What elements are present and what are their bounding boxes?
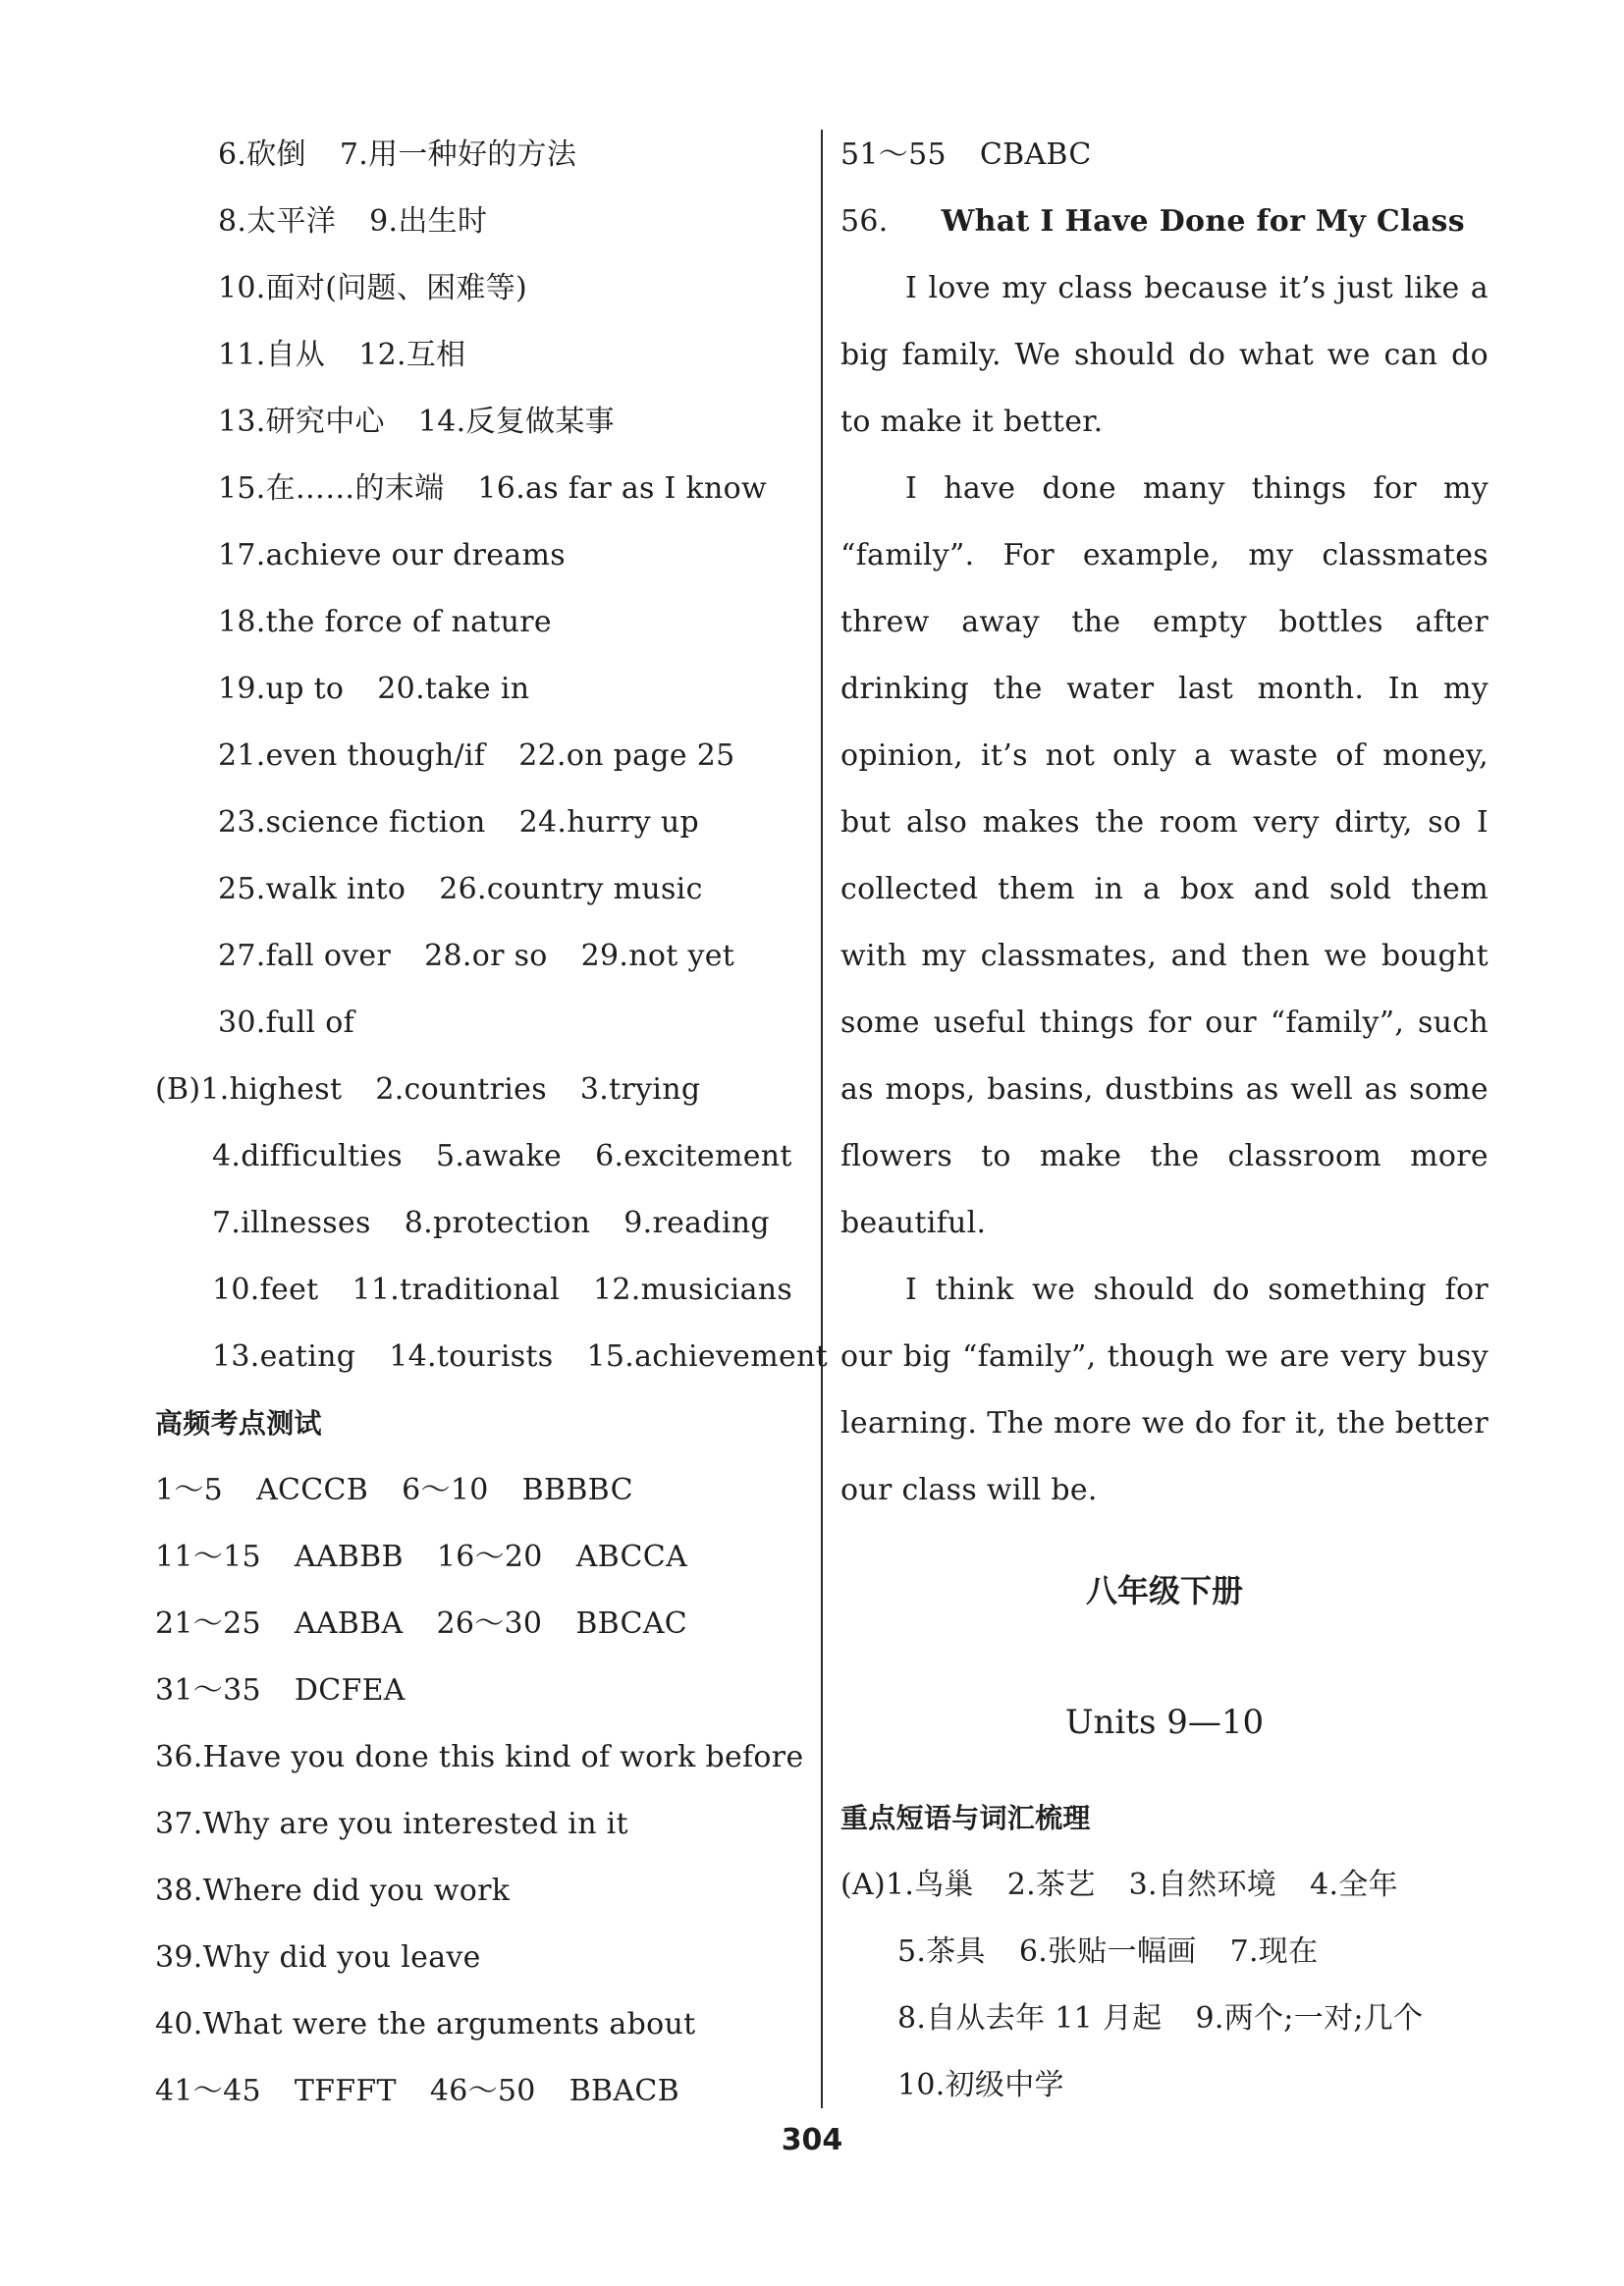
b-answer-line: 7.illnesses 8.protection 9.reading (212, 1206, 770, 1240)
answer-line: 10.面对(问题、困难等) (218, 271, 528, 305)
b-answer-line: 10.feet 11.traditional 12.musicians (212, 1273, 793, 1307)
essay-number: 56. (840, 204, 889, 239)
essay-heading (840, 189, 1489, 255)
essay-paragraph: I have done many things for my “family”. For example, my classmates threw away the empty bottles after drinking the water last month. In my opinion, it’s not only a waste of money, but also makes the room very dirty, so I collected them in a box and sold them with my classmates, and then we bought some useful things for our “family”, such as mops, basins, dustbins as well as some flowers to make the classroom more beautiful. (840, 471, 1489, 1240)
mc-answer-line: 21～25 AABBA 26～30 BBCAC (155, 1606, 688, 1641)
answer-line: 27.fall over 28.or so 29.not yet (218, 939, 735, 973)
answer-line: 6.砍倒 7.用一种好的方法 (218, 137, 577, 172)
units-title: Units 9—10 (1064, 1703, 1265, 1742)
b-answer-line: (B)1.highest 2.countries 3.trying (155, 1072, 701, 1107)
a-answer-line: 5.茶具 6.张贴一幅画 7.现在 (897, 1934, 1319, 1969)
b-answer-line: 4.difficulties 5.awake 6.excitement (212, 1139, 792, 1173)
essay-paragraph: I think we should do something for our big “family”, though we are very busy learning. The more we do for it, the better our class will be. (840, 1273, 1489, 1507)
answer-line: 17.achieve our dreams (218, 538, 566, 572)
section-heading-vocab: 重点短语与词汇梳理 (840, 1802, 1091, 1834)
page-number: 304 (781, 2123, 843, 2157)
mc-answer-line: 51～55 CBABC (840, 137, 1092, 172)
section-heading-test: 高频考点测试 (155, 1407, 322, 1440)
b-answer-line: 13.eating 14.tourists 15.achievement (212, 1339, 829, 1374)
answer-line: 23.science fiction 24.hurry up (218, 805, 699, 840)
mc-answer-line: 11～15 AABBB 16～20 ABCCA (155, 1540, 688, 1574)
answer-line: 13.研究中心 14.反复做某事 (218, 405, 615, 439)
column-divider (821, 130, 823, 2108)
answer-line: 21.even though/if 22.on page 25 (218, 738, 735, 773)
mc-answer-line: 41～45 TFFFT 46～50 BBACB (155, 2074, 679, 2108)
book-title: 八年级下册 (1085, 1572, 1243, 1609)
mc-answer-line: 31～35 DCFEA (155, 1673, 406, 1708)
sentence-answer: 39.Why did you leave (155, 1940, 481, 1975)
sentence-answer: 40.What were the arguments about (155, 2007, 696, 2041)
essay-paragraph: I love my class because it’s just like a big family. We should do what we can do to make it better. (840, 271, 1489, 439)
sentence-answer: 36.Have you done this kind of work before (155, 1740, 804, 1774)
a-answer-line: 10.初级中学 (897, 2068, 1064, 2102)
sentence-answer: 37.Why are you interested in it (155, 1807, 628, 1841)
answer-line: 8.太平洋 9.出生时 (218, 204, 488, 239)
answer-line: 18.the force of nature (218, 605, 552, 639)
a-answer-line: (A)1.鸟巢 2.茶艺 3.自然环境 4.全年 (840, 1868, 1398, 1902)
left-column (155, 122, 829, 2125)
answer-line: 11.自从 12.互相 (218, 338, 466, 372)
a-answer-line: 8.自从去年 11 月起 9.两个;一对;几个 (897, 2001, 1424, 2036)
mc-answer-line: 1～5 ACCCB 6～10 BBBBC (155, 1473, 633, 1507)
essay-title: What I Have Done for My Class (941, 204, 1465, 239)
answer-line: 19.up to 20.take in (218, 672, 530, 706)
answer-line: 15.在……的末端 16.as far as I know (218, 471, 767, 506)
sentence-answer: 38.Where did you work (155, 1874, 511, 1908)
answer-line: 30.full of (218, 1006, 355, 1040)
answer-line: 25.walk into 26.country music (218, 872, 703, 906)
right-column (840, 122, 1489, 2119)
